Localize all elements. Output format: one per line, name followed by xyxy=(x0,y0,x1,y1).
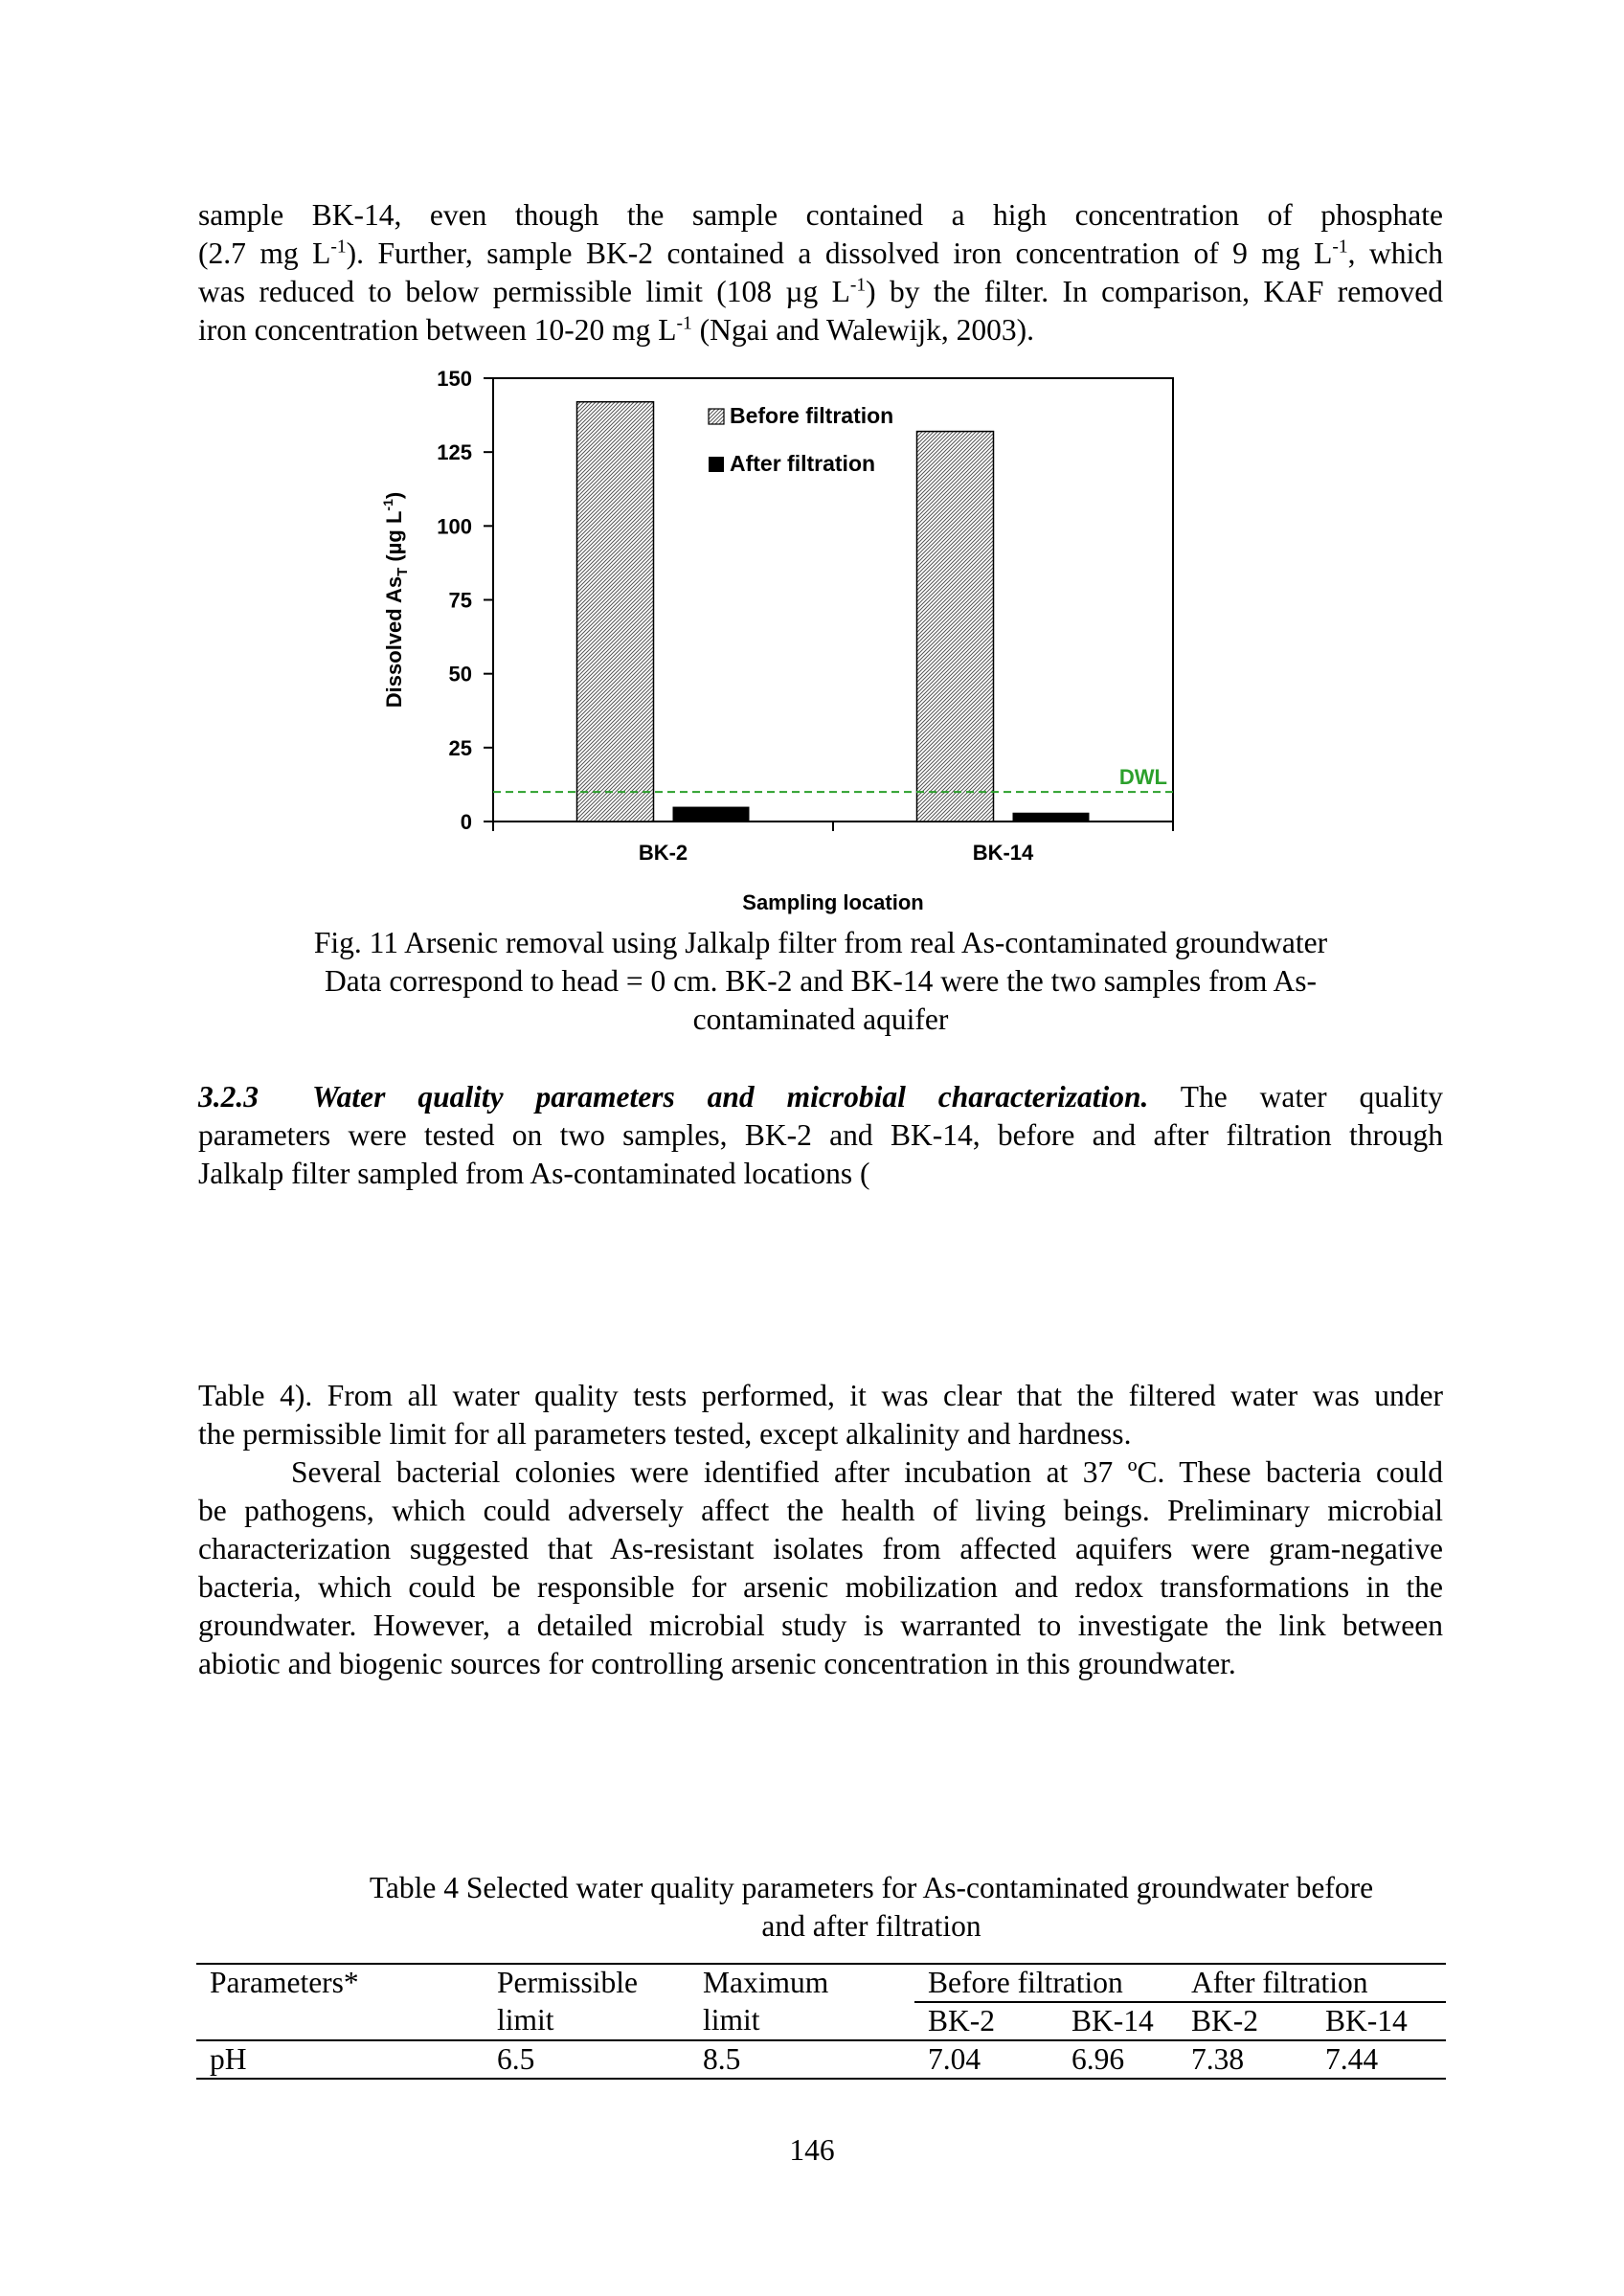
text-line: the permissible limit for all parameters tested, except alkalinity and hardness. xyxy=(198,1417,1132,1451)
text-line: Table 4). From all water quality tests performed, it was clear that the filtered water was under xyxy=(198,1379,1443,1412)
legend-swatch-after xyxy=(709,457,724,472)
bar-before-filtration xyxy=(917,432,994,822)
paragraph-microbial xyxy=(198,1453,1443,1683)
text-line: bacteria, which could be responsible for arsenic mobilization and redox transformations in the xyxy=(198,1570,1443,1604)
table-cell: 7.38 xyxy=(1178,2040,1312,2079)
text-line: Jalkalp filter sampled from As-contaminated locations ( xyxy=(198,1157,870,1190)
legend-swatch-before xyxy=(709,409,724,424)
text-line: abiotic and biogenic sources for controlling arsenic concentration in this groundwater. xyxy=(198,1647,1236,1680)
header-cell: Parameters* xyxy=(196,1964,484,2002)
header-cell: After filtration xyxy=(1178,1964,1446,2002)
section-title: Water quality parameters and microbial characterization. xyxy=(312,1080,1149,1114)
header-cell: BK-2 xyxy=(928,2004,995,2037)
table-4 xyxy=(196,1963,1446,2080)
bar-after-filtration xyxy=(673,807,750,822)
caption-line: contaminated aquifer xyxy=(692,1002,949,1036)
y-tick-label: 150 xyxy=(437,367,472,391)
table-cell: 6.5 xyxy=(484,2040,689,2079)
caption-line: Table 4 Selected water quality parameters for As-contaminated groundwater before xyxy=(369,1871,1374,1904)
paragraph-table4-summary xyxy=(198,1377,1443,1453)
table-cell: pH xyxy=(196,2040,484,2079)
table-cell: 6.96 xyxy=(1058,2040,1178,2079)
text-line: 3.2.3 Water quality parameters and microbial characterization. The water quality xyxy=(198,1080,1443,1114)
text-line: was reduced to below permissible limit (108 µg $L^{-1}$) by the filter. In comparison, KAF removed xyxy=(198,275,1443,308)
header-cell: Before filtration xyxy=(914,1964,1178,2002)
figure-11-chart xyxy=(378,359,1202,924)
page-number: 146 xyxy=(789,2133,835,2167)
header-cell: limit xyxy=(703,2003,760,2037)
header-cell: Permissible xyxy=(484,1964,689,2002)
paragraph-phosphate-iron xyxy=(198,196,1443,349)
header-cell: BK-2 xyxy=(1191,2004,1258,2037)
header-cell: BK-14 xyxy=(1071,2004,1154,2037)
text-line: parameters were tested on two samples, BK-2 and BK-14, before and after filtration through xyxy=(198,1118,1443,1152)
caption-line: and after filtration xyxy=(761,1909,981,1943)
section-3-2-3 xyxy=(198,1078,1443,1193)
text-line: iron concentration between 10-20 mg $L^{-1}$ (Ngai and Walewijk, 2003). xyxy=(198,313,1035,347)
header-cell: Maximum xyxy=(689,1964,914,2002)
legend-label-after: After filtration xyxy=(730,451,876,476)
text-line: characterization suggested that As-resistant isolates from affected aquifers were gram-negative xyxy=(198,1532,1443,1565)
table-caption xyxy=(306,1869,1436,1946)
y-tick-label: 75 xyxy=(448,588,472,613)
x-tick-label: BK-2 xyxy=(638,841,688,865)
text-line: sample BK-14, even though the sample contained a high concentration of phosphate xyxy=(198,198,1443,232)
table-header-row xyxy=(196,2002,1446,2040)
x-tick-label: BK-14 xyxy=(972,841,1034,865)
bar-before-filtration xyxy=(577,402,654,822)
dwl-label: DWL xyxy=(1118,765,1167,790)
table-cell: 7.44 xyxy=(1312,2040,1446,2079)
y-tick-label: 0 xyxy=(460,810,472,834)
y-tick-label: 50 xyxy=(448,662,472,687)
y-tick-label: 25 xyxy=(448,735,472,760)
figure-caption xyxy=(198,924,1443,1039)
table-header-row xyxy=(196,1964,1446,2002)
table-cell: 8.5 xyxy=(689,2040,914,2079)
legend-label-before: Before filtration xyxy=(730,403,894,428)
x-axis-label: Sampling location xyxy=(742,890,924,914)
y-axis-label: Dissolved $As_T$ (µg $L^{-1}$) xyxy=(380,491,411,709)
header-cell: BK-14 xyxy=(1325,2004,1408,2037)
table-cell: 7.04 xyxy=(914,2040,1058,2079)
section-number: 3.2.3 xyxy=(198,1080,259,1114)
header-cell: limit xyxy=(497,2003,554,2037)
caption-line: Fig. 11 Arsenic removal using Jalkalp filter from real As-contaminated groundwater xyxy=(313,926,1328,959)
text-line: be pathogens, which could adversely affect the health of living beings. Preliminary microbial xyxy=(198,1494,1443,1527)
y-tick-label: 125 xyxy=(437,440,472,465)
bar-after-filtration xyxy=(1013,813,1090,822)
caption-line: Data correspond to head = 0 cm. BK-2 and BK-14 were the two samples from As- xyxy=(324,964,1317,998)
text-line: Several bacterial colonies were identified after incubation at 37 ºC. These bacteria could xyxy=(291,1455,1443,1489)
text-line: groundwater. However, a detailed microbial study is warranted to investigate the link between xyxy=(198,1609,1443,1642)
y-tick-label: 100 xyxy=(437,514,472,539)
plot-area xyxy=(380,367,1173,914)
header-cell xyxy=(196,2002,484,2040)
table-row xyxy=(196,2040,1446,2079)
text-line: (2.7 mg $L^{-1}$). Further, sample BK-2 contained a dissolved iron concentration of 9 mg $L^{-1}$, which xyxy=(198,236,1443,270)
